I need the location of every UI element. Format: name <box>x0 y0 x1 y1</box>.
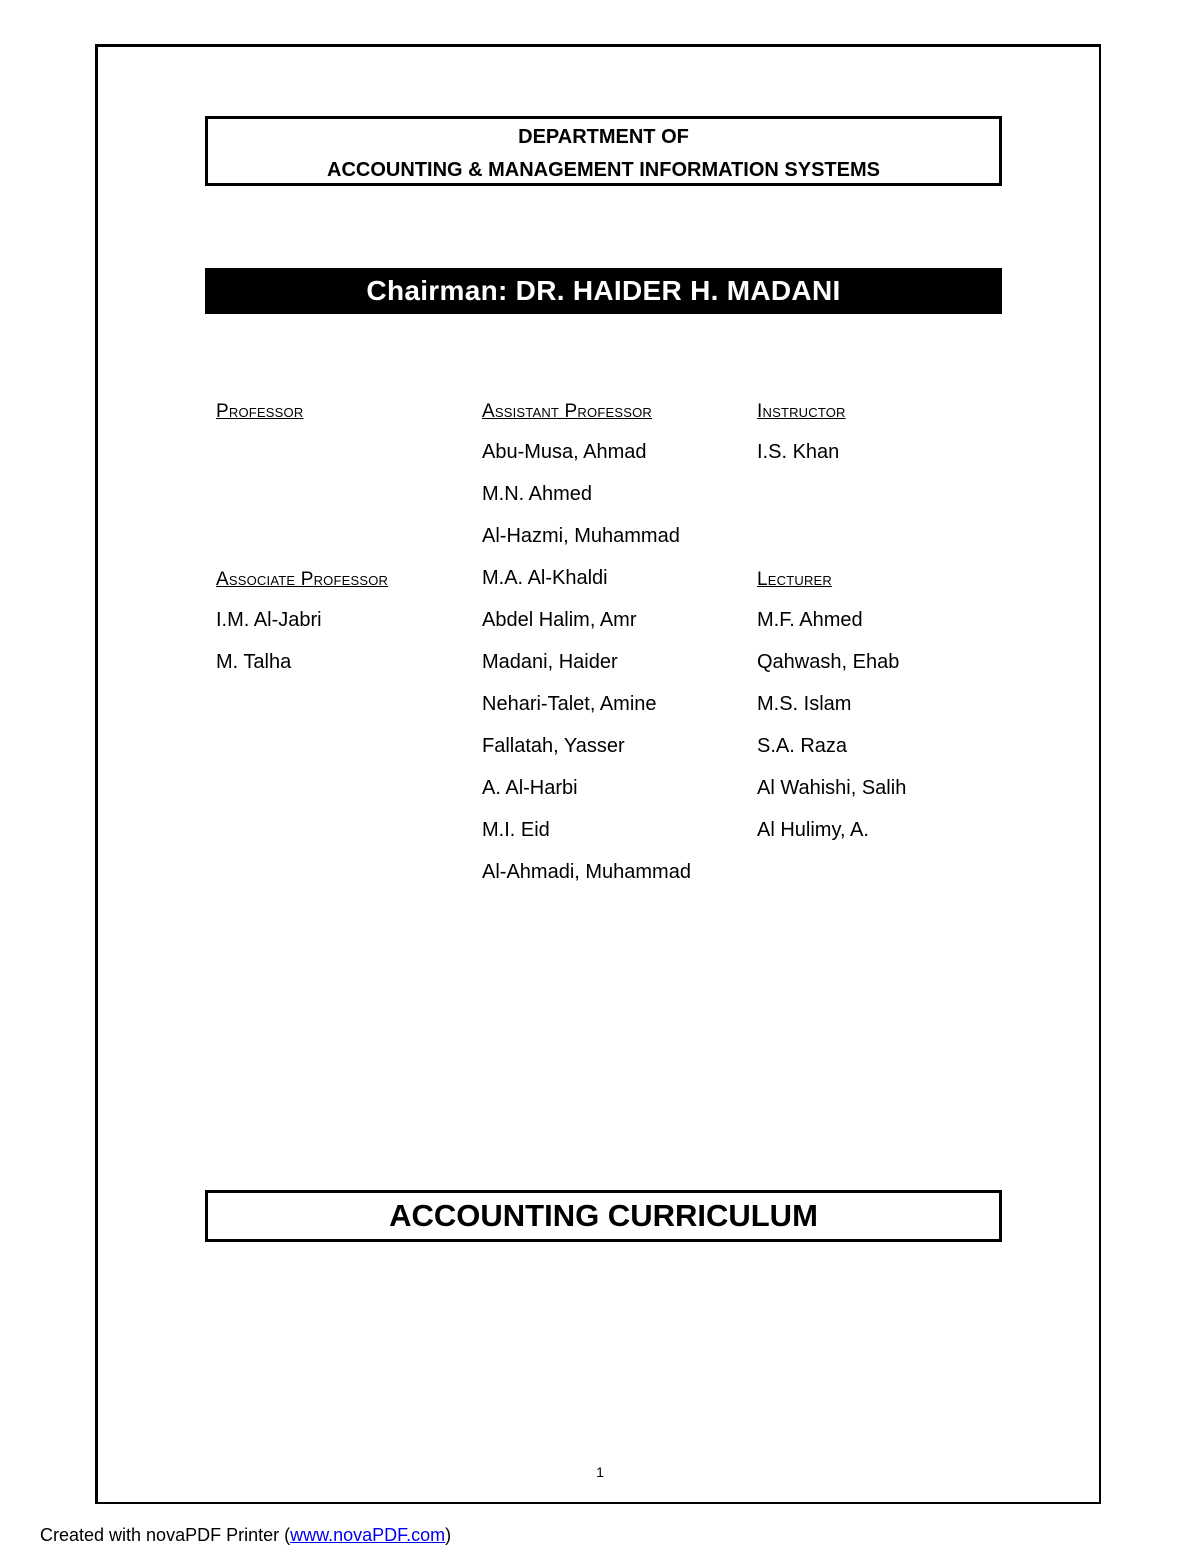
novapdf-link[interactable]: www.novaPDF.com <box>290 1525 446 1545</box>
chairman-banner: Chairman: DR. HAIDER H. MADANI <box>205 268 1002 314</box>
footer-prefix: Created with novaPDF Printer ( <box>40 1525 291 1545</box>
footer-suffix: ) <box>445 1525 452 1545</box>
assistant-professor-name: M.I. Eid <box>482 819 550 841</box>
heading-assistant-professor: Assistant Professor <box>482 401 652 422</box>
curriculum-title: ACCOUNTING CURRICULUM <box>205 1190 1002 1242</box>
assistant-professor-name: Madani, Haider <box>482 651 618 673</box>
lecturer-name: Al Hulimy, A. <box>757 819 869 841</box>
assistant-professor-name: Abu-Musa, Ahmad <box>482 441 647 463</box>
heading-lecturer: Lecturer <box>757 569 833 590</box>
department-header <box>205 116 1002 186</box>
heading-associate-professor: Associate Professor <box>216 569 389 590</box>
assistant-professor-name: Abdel Halim, Amr <box>482 609 637 631</box>
associate-professor-name: M. Talha <box>216 651 292 673</box>
footer-credit <box>40 1525 451 1546</box>
instructor-name: I.S. Khan <box>757 441 840 463</box>
lecturer-name: M.F. Ahmed <box>757 609 863 631</box>
assistant-professor-name: M.A. Al-Khaldi <box>482 567 608 589</box>
assistant-professor-name: Al-Ahmadi, Muhammad <box>482 861 691 883</box>
assistant-professor-name: Fallatah, Yasser <box>482 735 625 757</box>
department-line-2: ACCOUNTING & MANAGEMENT INFORMATION SYSTEMS <box>327 159 880 181</box>
page-number: 1 <box>596 1464 604 1480</box>
assistant-professor-name: A. Al-Harbi <box>482 777 578 799</box>
assistant-professor-name: Al-Hazmi, Muhammad <box>482 525 680 547</box>
department-line-1: DEPARTMENT OF <box>518 126 689 148</box>
associate-professor-name: I.M. Al-Jabri <box>216 609 322 631</box>
heading-instructor: Instructor <box>757 401 846 422</box>
lecturer-name: S.A. Raza <box>757 735 848 757</box>
lecturer-name: M.S. Islam <box>757 693 852 715</box>
page-frame <box>95 44 1101 1504</box>
assistant-professor-name: M.N. Ahmed <box>482 483 593 505</box>
lecturer-name: Al Wahishi, Salih <box>757 777 907 799</box>
assistant-professor-name: Nehari-Talet, Amine <box>482 693 657 715</box>
lecturer-name: Qahwash, Ehab <box>757 651 900 673</box>
heading-professor: Professor <box>216 401 304 422</box>
